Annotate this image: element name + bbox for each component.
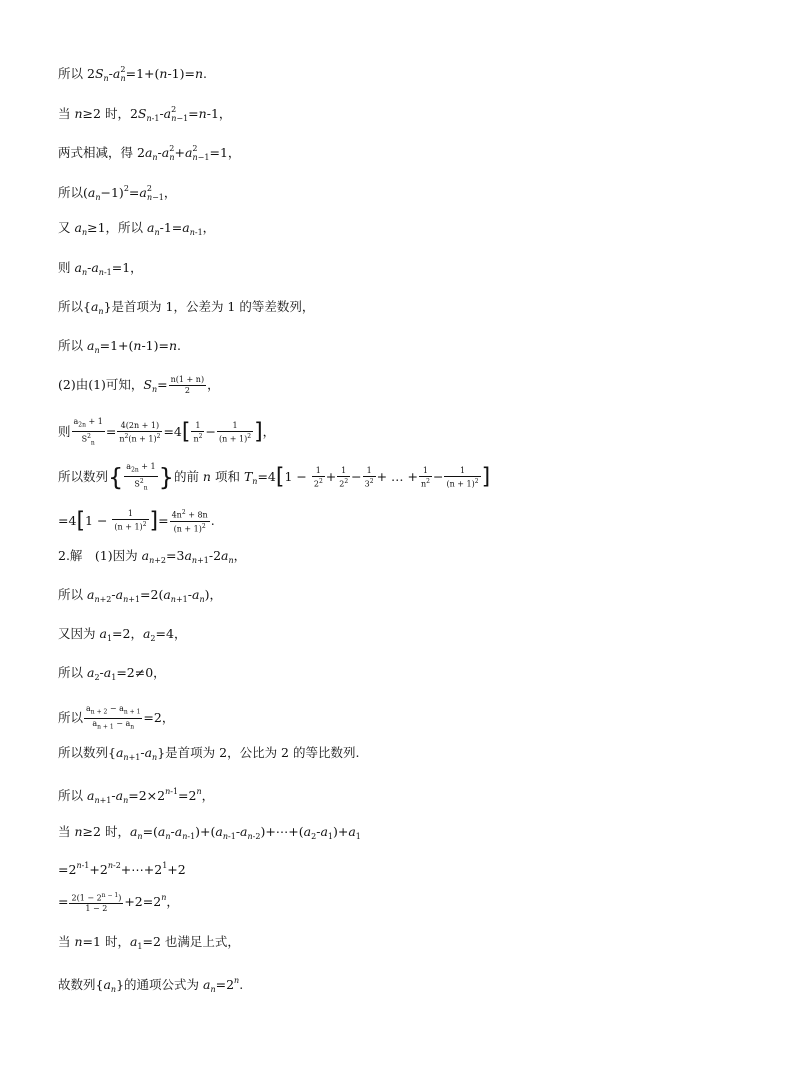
solution-line <box>58 934 240 955</box>
line-text: 当 n=1 时，$a_1=2$ 也满足上式， <box>58 934 240 951</box>
line-text: 故数列$\{a_n\}$的通项公式为 $a_n=2^n$. <box>58 976 244 994</box>
line-text: 则 $\frac{a_{2n} + 1}{S^2_n}$ = $\frac{4(2n + 1)}{n^2(n + 1)^2}$ =4[ $\frac{1}{n^2}$ − $\frac{1}{(n + 1)^2}$ ]， <box>58 417 276 446</box>
solution-line <box>58 824 361 845</box>
solution-line <box>58 102 231 127</box>
line-text: 所以 $a_n=1+(n-1)=n$. <box>58 338 182 355</box>
line-text: 所以 $a_{n+2}-a_{n+1}=2(a_{n+1}-a_n)$， <box>58 587 222 604</box>
solution-line <box>58 890 179 914</box>
line-text: 所以 $a_2-a_1=2\ne 0$， <box>58 665 166 682</box>
line-text: =4[1 − $\frac{1}{(n + 1)^2}$ ]= $\frac{4n^2 + 8n}{(n + 1)^2}$ . <box>58 508 215 534</box>
line-text: 又因为 $a_1=2$，$a_2=4$， <box>58 626 187 643</box>
line-text: 所以数列{ $\frac{a_{2n} + 1}{S^2_n}$ }的前 n 项和 $T_n=4[1$ − $\frac{1}{2^2}$ + $\frac{1}{2^2}$ − $\frac{1}{3^2}$ + … + $\frac{1}{n^2}$ − $\frac{1}{(n + 1)^2}$ ] <box>58 462 491 492</box>
line-text: 则 $a_n-a_{n-1}=1$， <box>58 260 143 277</box>
solution-line <box>58 338 181 359</box>
solution-line <box>58 299 314 320</box>
solution-line <box>58 858 186 878</box>
solution-line <box>58 745 359 766</box>
solution-line <box>58 417 275 448</box>
solution-line <box>58 375 220 398</box>
line-text: 所以数列$\{a_{n+1}-a_n\}$是首项为 2，公比为 2 的等比数列. <box>58 745 360 762</box>
solution-line <box>58 181 176 206</box>
solution-line <box>58 626 186 647</box>
line-text: 所以 $a_{n+1}-a_n=2\times 2^{n-1}=2^n$， <box>58 787 215 805</box>
line-text: (2)由(1)可知，$S_n=$ $\frac{n(1 + n)}{2}$ ， <box>58 375 220 395</box>
line-text: = $\frac{2(1 - 2^{n - 1})}{1 - 2}$ $+2=2^n$， <box>58 891 179 914</box>
line-text: 所以$(a_n-1)^2=a^2_{n-1}$， <box>58 184 177 202</box>
solution-line <box>58 260 143 281</box>
line-text: 所以 $\frac{a_{n + 2} - a_{n + 1}}{a_{n + 1} - a_n}$ =2， <box>58 704 175 731</box>
line-text: 当 n≥2 时，$2S_{n-1}-a^2_{n-1}=n-1$， <box>58 105 232 123</box>
line-text: $=2^{n-1}+2^{n-2}+\cdots+2^1+2$ <box>58 861 186 877</box>
solution-line <box>58 704 174 732</box>
solution-line <box>58 973 243 998</box>
line-text: 所以 $2S_n-a^2_n=1+(n-1)=n$. <box>58 65 208 83</box>
solution-line <box>58 62 207 87</box>
line-text: 两式相减，得 $2a_n-a^2_n+a^2_{n-1}=1$， <box>58 144 241 162</box>
solution-line <box>58 587 222 608</box>
solution-line <box>58 665 166 686</box>
solution-line <box>58 141 240 166</box>
solution-line <box>58 784 214 809</box>
line-text: 当 n≥2 时，$a_n=(a_n-a_{n-1})+(a_{n-1}-a_{n-2})+\cdots+(a_2-a_1)+a_1$ <box>58 824 361 841</box>
solution-line <box>58 220 215 241</box>
solution-line <box>58 508 215 534</box>
line-text: 又 $a_n\ge 1$，所以 $a_n-1=a_{n-1}$， <box>58 220 216 237</box>
solution-line <box>58 462 490 493</box>
line-text: 所以$\{a_n\}$是首项为 1，公差为 1 的等差数列， <box>58 299 315 316</box>
solution-line <box>58 548 246 569</box>
line-text: 2.解 (1)因为 $a_{n+2}=3a_{n+1}-2a_n$， <box>58 548 247 565</box>
